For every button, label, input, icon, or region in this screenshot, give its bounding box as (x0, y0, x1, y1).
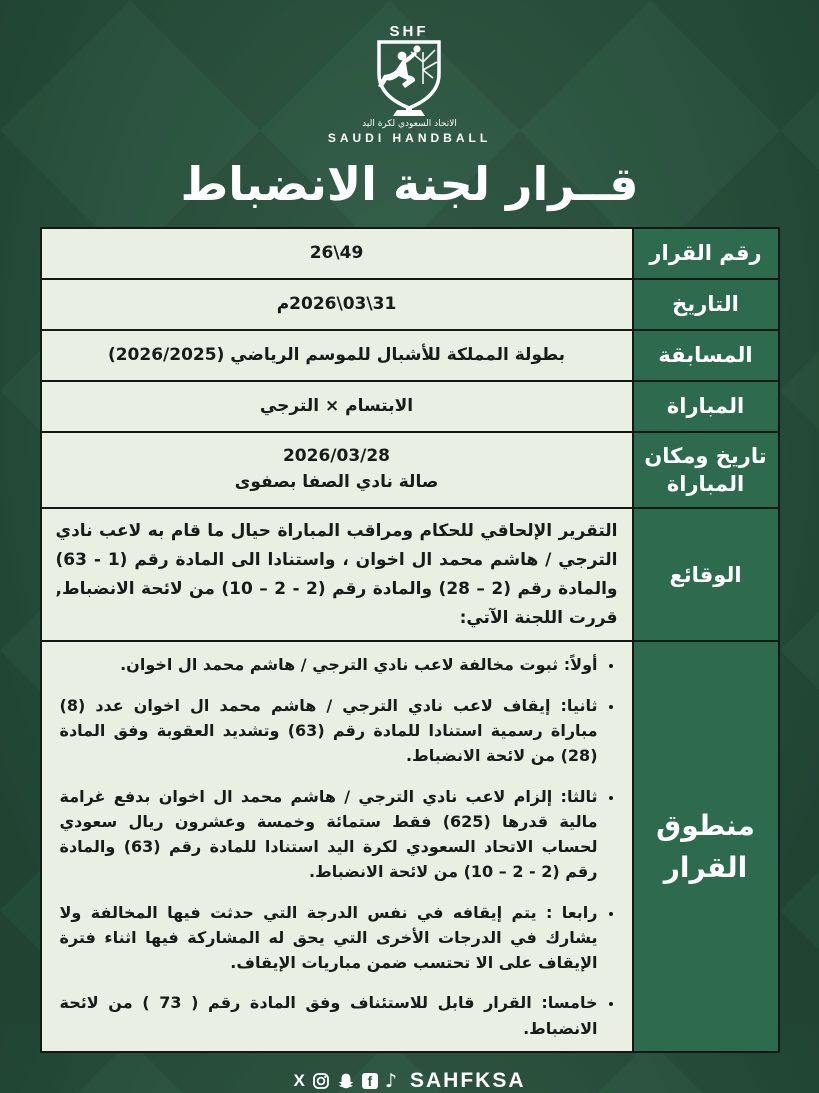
shf-shield-logo-icon (345, 22, 473, 118)
facebook-icon[interactable]: f (362, 1073, 378, 1089)
table-row-date (41, 279, 779, 330)
svg-text:SHF: SHF (389, 23, 429, 40)
row-value-match-date-venue (41, 432, 633, 508)
row-label-decision-number: رقم القرار (633, 228, 779, 279)
verdict-label-line2: القرار (663, 850, 748, 884)
row-label-match-date-venue: تاريخ ومكان المباراة (633, 432, 779, 508)
row-label-facts: الوقائع (633, 508, 779, 642)
row-value-match: الابتسام × الترجي (41, 381, 633, 432)
verdict-label-line1: منطوق (656, 808, 755, 842)
verdict-item-fifth: • خامسا: القرار قابل للاستئناف وفق المادة رقم ( 73 ) من لائحة الانضباط. (60, 990, 598, 1041)
row-value-facts (41, 508, 633, 642)
table-row-competition (41, 330, 779, 381)
row-label-verdict (633, 641, 779, 1051)
verdict-item-first: • أولاً: ثبوت مخالفة لاعب نادي الترجي / هاشم محمد ال اخوان. (60, 652, 598, 677)
footer-social-bar (294, 1069, 526, 1093)
verdict-items-list (56, 652, 624, 1040)
verdict-item-third: • ثالثا: إلزام لاعب نادي الترجي / هاشم محمد ال اخوان بدفع غرامة مالية قدرها (625) فقط ستمائة وخمسة وعشرون ريال سعودي لحساب الاتحاد السعودي لكرة اليد استنادا للمادة رقم (63) والمادة رقم (2 - 2 – 10) من لائحة الانضباط. (60, 784, 598, 885)
federation-arabic-name: الاتحاد السعودي لكرة اليد (362, 119, 457, 129)
table-row-verdict (41, 641, 779, 1051)
match-date: 2026/03/28 (282, 446, 391, 467)
social-handle[interactable]: SAHFKSA (409, 1068, 526, 1092)
row-label-date: التاريخ (633, 279, 779, 330)
row-value-decision-number: 49\26 (41, 228, 633, 279)
row-value-competition: بطولة المملكة للأشبال للموسم الرياضي (2026/2025) (41, 330, 633, 381)
verdict-item-second: • ثانيا: إيقاف لاعب نادي الترجي / هاشم محمد ال اخوان عدد (8) مباراة رسمية استنادا للمادة رقم (63) وتشديد العقوبة وفق المادة (28) من لائحة الانضباط. (60, 693, 598, 769)
verdict-item-fourth: • رابعا : يتم إيقافه في نفس الدرجة التي حدثت فيها المخالفة ولا يشارك في الدرجات الأخرى التي يحق له المشاركة فيها اثناء فترة الإيقاف على الا تحتسب ضمن مباريات الإيقاف. (60, 900, 598, 976)
table-row-match-date-venue (41, 432, 779, 508)
match-venue: صالة نادي الصفا بصفوى (234, 471, 439, 492)
table-row-decision-number (41, 228, 779, 279)
tiktok-icon[interactable]: ♪ (384, 1069, 397, 1092)
row-value-date: 31\03\2026م (41, 279, 633, 330)
facts-text: التقرير الإلحاقي للحكام ومراقب المباراة حيال ما قام به لاعب نادي الترجي / هاشم محمد ال اخوان ، واستنادا الى المادة رقم (1 - 63) والمادة رقم (2 – 28) والمادة رقم (2 - 2 – 10) من لائحة الانضباط, قررت اللجنة الآتي: (55, 520, 618, 628)
federation-english-name: SAUDI HANDBALL (327, 131, 492, 145)
row-label-match: المباراة (633, 381, 779, 432)
table-row-match (41, 381, 779, 432)
instagram-icon[interactable] (312, 1071, 330, 1091)
table-row-facts (41, 508, 779, 642)
federation-logo (328, 22, 491, 144)
decision-table (40, 227, 780, 1053)
row-label-competition: المسابقة (633, 330, 779, 381)
x-icon[interactable]: X (293, 1070, 305, 1090)
page-title: قــرار لجنة الانضباط (180, 157, 639, 211)
snapchat-icon[interactable] (337, 1071, 355, 1091)
row-value-verdict (41, 641, 633, 1051)
